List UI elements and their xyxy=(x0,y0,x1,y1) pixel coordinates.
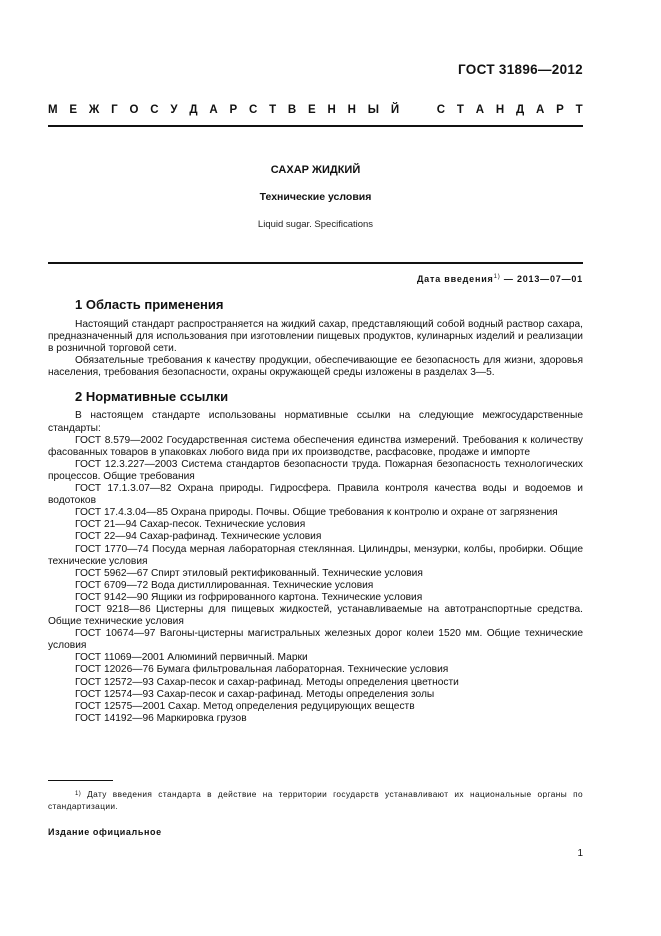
document-title: САХАР ЖИДКИЙ xyxy=(270,164,361,176)
reference-item: ГОСТ 17.4.3.04—85 Охрана природы. Почвы. Общие требования к контролю и охране от загрязнения xyxy=(75,507,558,519)
document-subtitle: Технические условия xyxy=(259,191,372,203)
section-1-paragraph: Настоящий стандарт распространяется на жидкий сахар, представляющий собой водный раствор сахара, предназначенный для использования при изготовлении пищевых продуктов, кулинарных изделий и реализации в розничной торговой сети. xyxy=(48,319,583,355)
reference-item: ГОСТ 11069—2001 Алюминий первичный. Марки xyxy=(75,652,308,664)
reference-item: ГОСТ 21—94 Сахар-песок. Технические условия xyxy=(75,519,306,531)
banner-letter: Ж xyxy=(88,104,100,116)
reference-item: ГОСТ 12.3.227—2003 Система стандартов безопасности труда. Пожарная безопасность технологических процессов. Общие требования xyxy=(48,458,583,482)
reference-item: ГОСТ 14192—96 Маркировка грузов xyxy=(75,712,247,724)
title-rule xyxy=(48,262,583,264)
top-rule xyxy=(48,125,583,127)
banner-letter: Т xyxy=(269,104,277,116)
banner-letter: Т xyxy=(456,104,464,116)
introduction-date xyxy=(417,274,583,284)
banner-letter: Н xyxy=(327,104,336,116)
reference-item: ГОСТ 12026—76 Бумага фильтровальная лабораторная. Технические условия xyxy=(75,664,449,676)
banner-letter: С xyxy=(436,104,446,116)
reference-item: ГОСТ 17.1.3.07—82 Охрана природы. Гидросфера. Правила контроля качества воды и водоемов и водотоков xyxy=(48,483,583,507)
banner-letter: А xyxy=(535,104,545,116)
banner-letter: Д xyxy=(189,104,198,116)
banner-letter: С xyxy=(150,104,159,116)
gost-number: ГОСТ 31896—2012 xyxy=(458,62,583,77)
page-number: 1 xyxy=(577,848,583,859)
reference-item: ГОСТ 5962—67 Спирт этиловый ректификованный. Технические условия xyxy=(75,567,423,579)
reference-item: ГОСТ 22—94 Сахар-рафинад. Технические условия xyxy=(75,531,322,543)
banner-letter: Р xyxy=(556,104,564,116)
intro-date-label: Дата введения xyxy=(416,274,494,284)
banner-word-gap xyxy=(411,104,425,116)
banner-letter: А xyxy=(475,104,485,116)
footnote xyxy=(48,788,583,812)
footnote-text: Дату введения стандарта в действие на территории государств устанавливают их национальные органы по стандартизации. xyxy=(48,789,583,811)
reference-item: ГОСТ 9142—90 Ящики из гофрированного картона. Технические условия xyxy=(75,591,423,603)
banner-letter: В xyxy=(287,104,297,116)
banner-letter: Д xyxy=(515,104,525,116)
banner-letter: Е xyxy=(308,104,316,116)
intro-date-value: — 2013—07—01 xyxy=(503,274,583,284)
reference-item: ГОСТ 12572—93 Сахар-песок и сахар-рафинад. Методы определения цветности xyxy=(75,676,459,688)
english-title: Liquid sugar. Specifications xyxy=(257,219,374,230)
footnote-paragraph xyxy=(48,788,583,812)
reference-item: ГОСТ 8.579—2002 Государственная система обеспечения единства измерений. Требования к количеству фасованных товаров в упаковках любого вида при их производстве, расфасовке, продаже и импорте xyxy=(48,434,583,458)
document-body xyxy=(48,296,583,725)
banner-letter: Ы xyxy=(367,104,380,116)
banner-letter: Н xyxy=(495,104,505,116)
reference-item: ГОСТ 6709—72 Вода дистиллированная. Технические условия xyxy=(75,579,374,591)
footnote-reference: 1) xyxy=(493,274,501,280)
reference-item: ГОСТ 10674—97 Вагоны-цистерны магистральных железных дорог колеи 1520 мм. Общие технические условия xyxy=(48,628,583,652)
banner-letter: Й xyxy=(390,104,400,116)
interstate-standard-banner xyxy=(48,104,583,116)
banner-letter: М xyxy=(48,104,58,116)
banner-letter: Е xyxy=(69,104,78,116)
section-1-heading: 1 Область применения xyxy=(75,297,224,312)
banner-letter: Н xyxy=(347,104,356,116)
banner-letter: Т xyxy=(575,104,583,116)
section-2-intro: В настоящем стандарте использованы нормативные ссылки на следующие межгосударственные стандарты: xyxy=(48,410,583,434)
banner-letter: У xyxy=(170,104,178,116)
footnote-mark: 1) xyxy=(75,791,82,797)
footnote-rule xyxy=(48,780,113,781)
banner-letter: А xyxy=(209,104,218,116)
reference-item: ГОСТ 9218—86 Цистерны для пищевых жидкостей, устанавливаемые на автотранспортные средства. Общие технические условия xyxy=(48,603,583,628)
banner-letter: Р xyxy=(229,104,238,116)
banner-letter: С xyxy=(248,104,258,116)
banner-letter: О xyxy=(129,104,139,116)
section-1-paragraph: Обязательные требования к качеству продукции, обеспечивающие ее безопасность для жизни, здоровья населения, требования безопасности, охраны окружающей среды изложены в разделах 3—5. xyxy=(48,355,583,379)
reference-item: ГОСТ 1770—74 Посуда мерная лабораторная стеклянная. Цилиндры, мензурки, колбы, пробирки. Общие технические условия xyxy=(48,543,583,567)
reference-item: ГОСТ 12574—93 Сахар-песок и сахар-рафинад. Методы определения золы xyxy=(75,688,435,700)
banner-letter: Г xyxy=(111,104,118,116)
reference-item: ГОСТ 12575—2001 Сахар. Метод определения редуцирующих веществ xyxy=(75,700,415,712)
edition-note: Издание официальное xyxy=(48,827,162,837)
section-2-heading: 2 Нормативные ссылки xyxy=(75,389,229,405)
